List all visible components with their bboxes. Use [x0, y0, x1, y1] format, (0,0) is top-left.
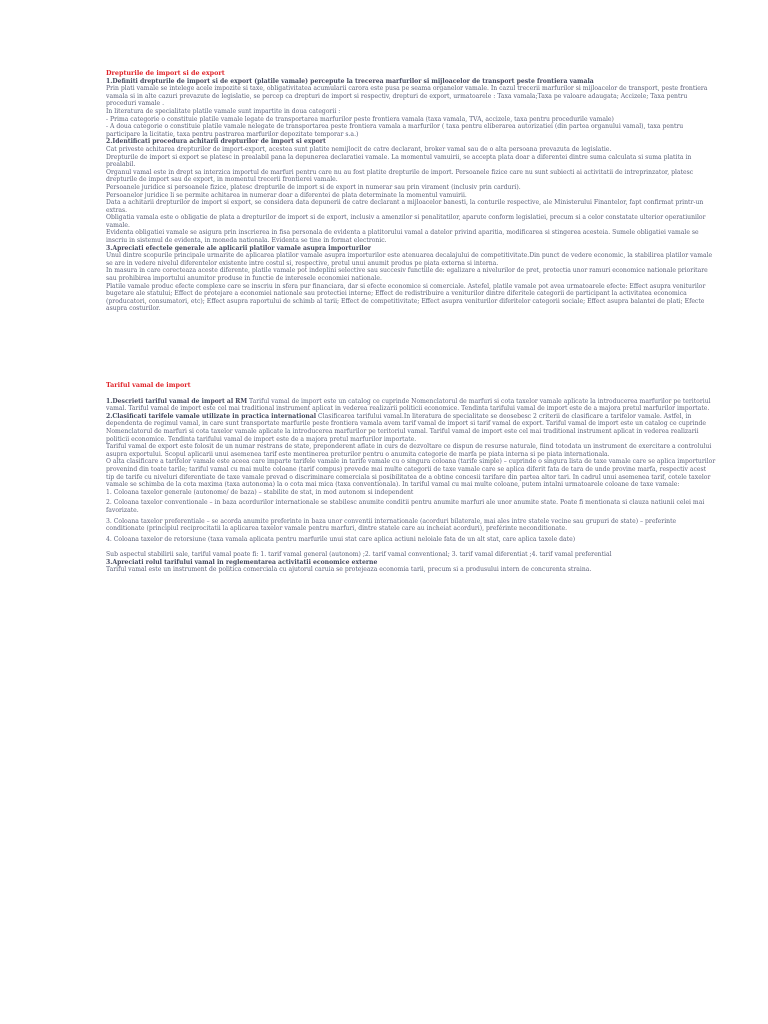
paragraph: Organul vamal este in drept sa interzica importul de marfuri pentru care nu au fost platite drepturile de import. Persoanele fizice care nu sunt subiecti ai activitatii de intreprinzator, platesc drepturile de import sau de export, in momentul trecerii frontierei vamale. — [106, 168, 694, 184]
question-2-heading: 2.Identificati procedura achitarii drepturilor de import si export — [106, 138, 326, 146]
list-item: 4. Coloana taxelor de retorsiune (taxa vamala aplicata pentru marfurile unui stat care aplica actiuni neloiale fata de un alt stat, care aplica taxele date) — [106, 535, 576, 543]
paragraph: Data a achitarii drepturilor de import si export, se considera data depunerii de catre declarant a mijloacelor banesti, la conturile respective, ale Ministerului Finantelor, fapt confirmat printr-un extras. — [106, 199, 704, 214]
section-title-import-export-rights: Drepturile de import si de export — [106, 69, 225, 77]
question-1-heading: 1.Definiti drepturile de import si de export (platile vamale) percepute la trecerea marfurilor si mijloacelor de transport peste frontiera vamala — [106, 77, 594, 85]
paragraph: Obligatia vamala este o obligatie de plata a drepturilor de import si de export, inclusiv a amenzilor si penalitatilor, aparute conform legislatiei, precum si a celor constatate ulterior operatiunilor vamale. — [106, 214, 706, 229]
paragraph: Platile vamale produc efecte complexe care se inscriu in sfera pur financiara, dar si efecte economice si comerciale. Astefel, platile vamale pot avea urmatoarele efecte: Effect asupra veniturilor bugetare ale statului; Effect de protejare a economiei nationale sau protectiei interne; Effect de redistribuire a veniturilor dintre diferitele categorii de participant la activitatea economica (producatori, consumatori, etc); Effect asupra raportului de schimb al tarii; Effect de competitivitate; Effect asupra veniturilor diferitelor categorii sociale; Effect asupra balantei de plati; Efecte asupra costurilor. — [106, 282, 706, 313]
document-page — [106, 70, 716, 574]
list-item: 1. Coloana taxelor generale (autonome/ de baza) – stabilite de stat, in mod autonom si independent — [106, 488, 414, 496]
paragraph — [106, 413, 716, 443]
list-item: 3. Coloana taxelor preferentiale – se acorda anumite preferinte in baza unor conventii internationale (acorduri bilaterale, mai ales intre statele vecine sau grupuri de state) – preferinte conditionate (principiul reciprocitatii la aplicarea taxelor vamale pentru marfuri, dintre statele care au incheiat acorduri), preférinte neconditionate. — [106, 517, 677, 533]
paragraph: Persoanele juridice si persoanele fizice, platesc drepturile de import si de export in numerar sau prin virament (inclusiv prin carduri). — [106, 183, 521, 191]
paragraph: O alta clasificare a tarifelor vamale este aceea care imparte tarifele vamale in tarife vamale cu o singura coloana (tarife simple) – cuprinde o singura lista de taxe vamale care se aplica importurilor provenind din toate tarile; tariful vamal cu mai multe coloane (tarif compus) prevede mai multe categorii de taxe vamale care se aplica diferit fata de tara de unde provine marfa, respectiv acest tip de tarife cu niveluri diferentiate de taxe vamale prevad o discriminare comerciala si posibilitatea de a obtine concesii tarifare din partea altor tari. In cadrul unui asemenea tarif, cotele taxelor vamale se schimba de la cota maxima (taxa autonoma) la o cota mai mica (taxa conventionala). In tariful vamal cu mai multe coloane, putem intalni urmatoarele coloane de taxe vamale: — [106, 458, 716, 489]
paragraph: Prin plati vamale se intelege acele impozite si taxe, obligativitatea acumularii carora este pusa pe seama organelor vamale. In cazul trecerii marfurilor si mijloacelor de transport, peste frontiera vamala si in alte cazuri prevazute de legislatie, se percep ca drepturi de import si respectiv, drepturi de export, urmatoarele : Taxa vamala;Taxa pe valoare adaugata; Accizele; Taxa pentru proceduri vamale . — [106, 85, 708, 108]
paragraph-text: Clasificarea tarifului vamal.In literatura de specialitate se deosebesc 2 criterii de clasificare a tarifelor vamale. Astfel, in dependenta de regimul vamal, in care sunt transportate marfurile peste frontiera vamala avem tarif vamal de import si tarif vamal de export. Tariful vamal de import este un catalog ce cuprinde Nomenclatorul de marfuri si cota taxelor vamale aplicate la introducerea marfurilor pe teritoriul vamal. Tariful vamal de import este cel mai traditional instrument aplicat in vederea realizarii politicii economice. Tendinta tarifului vamal de import este de a majora pretul marfurilor importate. — [106, 412, 707, 443]
paragraph: Persoanelor juridice li se permite achitarea in numerar doar a diferentei de plata determinate la momentul vamuirii. — [106, 191, 467, 199]
question-3-heading: 3.Apreciati rolul tarifului vamal in reglementarea activitatii economice externe — [106, 558, 378, 566]
question-2-heading: 2.Clasificati tarifele vamale utilizate in practica international — [106, 412, 317, 420]
paragraph: In masura in care corecteaza aceste diferente, platile vamale pot indeplini selective sau succesiv functiile de: egalizare a nivelurilor de pret, protectia unor ramuri economice nationale prioritare sau prohibirea importului anumitor produse in functie de interesele economiei nationale. — [106, 267, 708, 283]
section-title-import-tariff: Tariful vamal de import — [106, 381, 191, 389]
paragraph-text: Tariful vamal de import este un catalog ce cuprinde Nomenclatorul de marfuri si cota taxelor vamale aplicate la introducerea marfurilor pe teritoriul vamal. Tariful vamal de import este cel mai traditional instrument aplicat in vederea realizarii politicii economice. Tendinta tarifului vamal de import este de a majora pretul marfurilor importate. — [106, 397, 711, 413]
paragraph: - Prima categorie o constituie platile vamale legate de transportarea marfurilor peste frontiera vamala (taxa vamala, TVA, accizele, taxa pentru procedurile vamale) — [106, 115, 614, 123]
paragraph: Unul dintre scopurile principale urmarite de aplicarea platilor vamale asupra importurilor este atenuarea decalajului de competitivitate.Din punct de vedere economic, la stabilirea platilor vamale se are in vedere nivelul diferentelor existente intre costul si, respective, pretul unui anumit produs pe piata externa si interna. — [106, 252, 713, 267]
paragraph: Sub aspectul stabilirii sale, tariful vamal poate fi: 1. tarif vamal general (autonom) ;2. tarif vamal conventional; 3. tarif vamal diferentiat ;4. tarif vamal preferential — [106, 551, 612, 559]
paragraph: In literatura de specialitate platile vamale sunt impartite in doua categorii : — [106, 107, 341, 115]
list-item: 2. Coloana taxelor conventionale – in baza acordurilor internationale se stabilesc anumite conditii pentru anumite marfuri ale unor anumite state. Poate fi mentionata si clauza natiunii celei mai favorizate. — [106, 499, 705, 514]
paragraph — [106, 398, 716, 413]
question-3-heading: 3.Apreciati efectele generale ale aplicarii platilor vamale asupra importurilor — [106, 244, 371, 252]
section-tariff — [106, 382, 716, 574]
paragraph: Drepturile de import si export se platesc in prealabil pana la depunerea declaratiei vamale. La momentul vamuirii, se accepta plata doar a diferentei dintre suma calculata si suma platita in prealabil. — [106, 153, 692, 169]
question-1-heading: 1.Descrieti tariful vamal de import al RM — [106, 397, 248, 405]
paragraph: Tariful vamal este un instrument de politica comerciala cu ajutorul caruia se protejeaza economia tarii, precum si a produsului intern de concurenta straina. — [106, 566, 592, 574]
paragraph: Cat priveste achitarea drepturilor de import-export, acestea sunt platite nemijlocit de catre declarant, broker vamal sau de o alta persoana prevazuta de legislatie. — [106, 145, 612, 153]
paragraph: Tariful vamal de export este folosit de un numar restrans de state, preponderent aflate in curs de dezvoltare ce dispun de resurse naturale, fiind totodata un instrument de exercitare a controlului asupra exportului. Scopul aplicarii unui asemenea tarif este mentinerea preturilor pentru o anumita categorie de marfa pe piata interna si pe piata internationala. — [106, 443, 712, 458]
paragraph: - A doua categorie o constituie platile vamale nelegate de transportarea peste frontiera vamala a marfurilor ( taxa pentru eliberarea autorizatiei (din partea organului vamal), taxa pentru participare la licitatie, taxa pentru pastrarea marfurilor depozitate temporar s.a.) — [106, 123, 684, 138]
paragraph: Evidenta obligatiei vamale se asigura prin inscrierea in fisa personala de evidenta a platitorului vamal a datelor privind aparitia, modificarea si stingerea acesteia. Sumele obligatiei vamale se inscriu in sistemul de evidenta, in moneda nationala. Evidenta se tine in format electronic. — [106, 229, 699, 245]
